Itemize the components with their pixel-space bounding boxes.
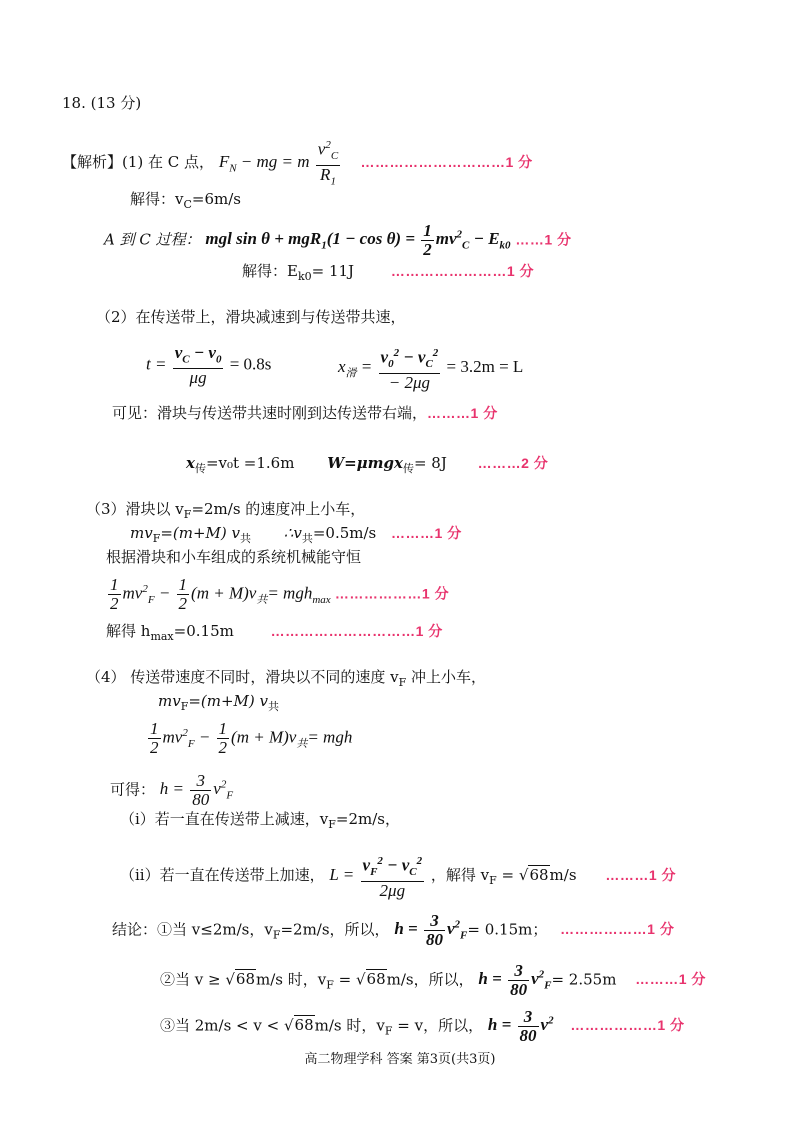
x-equation: $x_滑$ = $\frac{v_0^2 - v_C^2}{- 2\mu g}$ = 3.2m = L [338,344,523,392]
result-ek0: 解得：$E_{k0}= 11J$ ……………………1 分 [242,262,535,283]
score: ………………1 分 [570,1017,685,1034]
part2-intro: （2）在传送带上，滑块减速到与传送带共速， [96,308,406,326]
score: ………1 分 [427,405,498,421]
momentum-eq: $mv_F=(m+M)$ $v_共$ $\therefore v_共=0.5m/s$ ………1 分 [130,524,462,545]
part3-intro: （3）滑块以 $v_F=2m/s$ 的速度冲上小车， [86,500,366,521]
case-i: （i）若一直在传送带上减速，$v_F=2m/s$， [120,810,401,831]
score: …………………………1 分 [360,154,533,171]
score: ………1 分 [605,866,676,883]
momentum-eq-4: $mv_F=(m+M)$ $v_共$ [158,692,280,713]
hmax-result: 解得 $h_{max}=0.15m$ …………………………1 分 [106,622,443,643]
case-ii: （ii）若一直在传送带上加速， L = $\frac{v_F^2 - v_C^2}{2\mu g}$ ，解得 $v_F = √68m/s$ ………1 分 [120,852,676,900]
part2-conclusion: 可见：滑块与传送带共速时刚到达传送带右端，………1 分 [112,404,498,422]
score: ………1 分 [391,525,462,541]
part4-intro: （4） 传送带速度不同时，滑块以不同的速度 $v_F$ 冲上小车， [86,668,486,689]
h-formula: 可得： h = $\frac{3}{80}$ $v^2_F$ [110,771,234,809]
conclusion-2: ②当 v ≥ √68m/s 时，$v_F = √68m/s$，所以， h = $\frac{3}{80}$ $v^2_F= 2.55m$ ………1 分 [160,961,706,999]
conclusion-1: 结论：①当 v≤2m/s，$v_F=2m/s$，所以， h = $\frac{3}{80}$ $v^2_F= 0.15m$； ………………1 分 [112,911,675,949]
t-equation: t = $\frac{v_C - v_0}{\mu g}$ = 0.8s [146,343,272,388]
energy-intro: 根据滑块和小车组成的系统机械能守恒 [106,548,362,566]
eq1: $F_N$ − mg = m $\frac{v^2_C}{R_1}$ [219,152,347,171]
part1-line [62,136,533,190]
result-vc: 解得：$v_C=6m/s$ [130,190,241,211]
score: …………………………1 分 [270,623,443,639]
score: ………………1 分 [334,585,450,602]
score: ………2 分 [477,455,549,471]
page-footer: 高二物理学科 答案 第3页(共3页) [304,1052,496,1067]
score: ……1 分 [515,231,572,248]
energy-eq: $\frac{1}{2}$ $mv^2_F$ − $\frac{1}{2}$ $(m + M)v_共= mgh_{max}$ ………………1 分 [110,575,450,613]
ac-process: A 到 C 过程： mgl sin θ + mgR$_1$(1 − cos θ) = $\frac{1}{2}$ $mv^2_C - E_{k0}$ ……1 分 [104,221,572,259]
problem-number: 18. (13 分) [62,94,142,112]
score: ………1 分 [635,971,706,988]
conclusion-3: ③当 2m/s < v < √68m/s 时，$v_F = v$，所以， h = $\frac{3}{80}$ $v^2$ ………………1 分 [160,1007,685,1045]
x-and-w: $x_传=v_0t =1.6m$ W=μmgx$_传$= 8J ………2 分 [186,454,549,475]
part1-label: 【解析】(1) 在 C 点， [62,153,215,172]
score: ………………1 分 [560,921,675,938]
energy-eq-4: $\frac{1}{2}$ $mv^2_F$ − $\frac{1}{2}$ $(m + M)v_共=$ mgh [150,719,353,757]
score: ……………………1 分 [390,263,535,279]
